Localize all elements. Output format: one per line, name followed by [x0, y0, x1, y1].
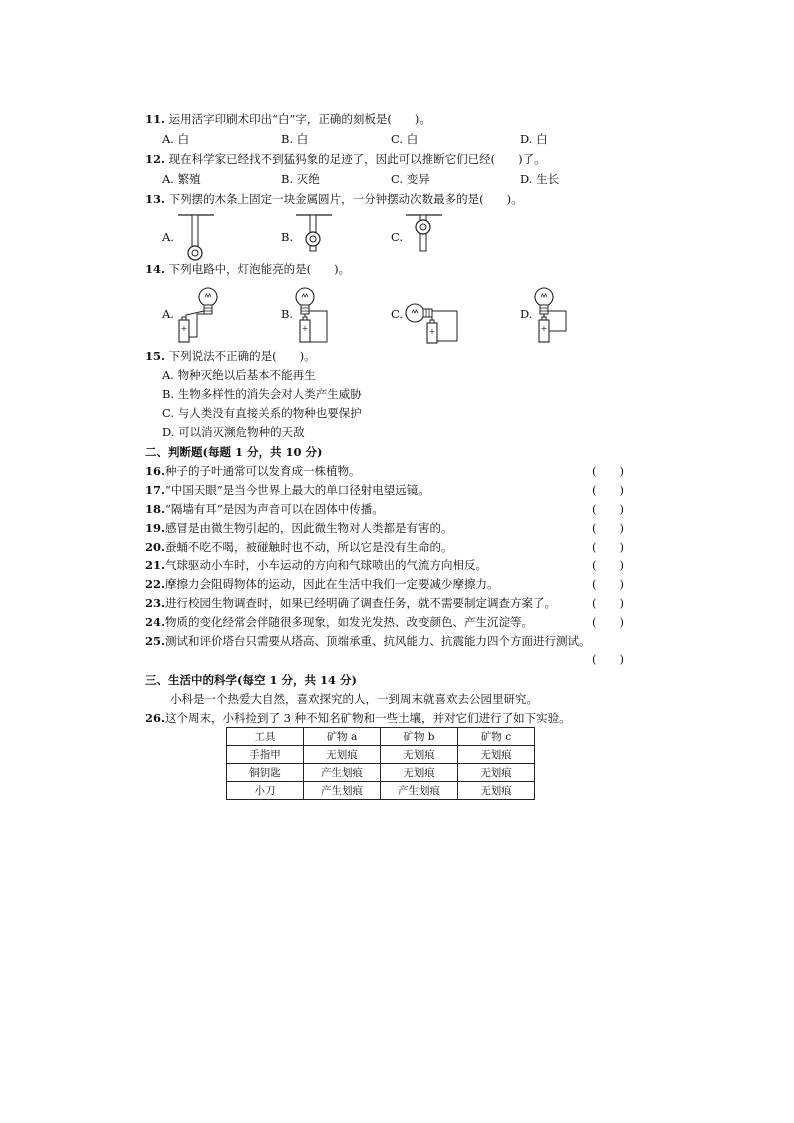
svg-text:+: +	[428, 327, 436, 336]
table-row	[227, 764, 535, 782]
question-text: 现在科学家已经找不到猛犸象的足迹了，因此可以推断它们已经( )了。	[168, 152, 546, 166]
answer-paren[interactable]: ( )	[592, 615, 624, 629]
question-text: 进行校园生物调查时，如果已经明确了调查任务，就不需要制定调查方案了。	[165, 596, 557, 610]
judge-item-21	[145, 557, 487, 573]
question-12	[145, 151, 546, 167]
circuit-c-icon	[403, 285, 463, 347]
answer-paren[interactable]: ( )	[592, 577, 624, 591]
answer-paren[interactable]: ( )	[592, 502, 624, 516]
question-text: 摩擦力会阻碍物体的运动，因此在生活中我们一定要减少摩擦力。	[165, 577, 499, 591]
question-number: 17.	[145, 483, 166, 497]
table-header-cell: 矿物 b	[381, 728, 458, 746]
answer-paren[interactable]: ( )	[592, 596, 624, 610]
circuit-a-icon	[175, 285, 225, 347]
option-c: C.	[391, 307, 404, 321]
question-number: 14.	[145, 262, 166, 276]
question-number: 15.	[145, 349, 166, 363]
section-3-intro: 小科是一个热爱大自然，喜欢探究的人，一到周末就喜欢去公园里研究。	[170, 692, 538, 706]
question-text: “隔墙有耳”是因为声音可以在固体中传播。	[165, 502, 384, 516]
table-cell: 手指甲	[227, 746, 304, 764]
question-text: 这个周末，小科捡到了 3 种不知名矿物和一些土壤，并对它们进行了如下实验。	[165, 711, 571, 725]
table-cell: 产生划痕	[304, 782, 381, 800]
table-cell: 无划痕	[381, 764, 458, 782]
question-number: 24.	[145, 615, 166, 629]
judge-item-23	[145, 595, 556, 611]
mineral-test-table	[226, 727, 535, 800]
question-text: 感冒是由微生物引起的，因此微生物对人类都是有害的。	[165, 521, 453, 535]
question-number: 22.	[145, 577, 166, 591]
option-b: B.	[281, 230, 294, 244]
judge-item-24	[145, 614, 533, 630]
question-number: 12.	[145, 152, 166, 166]
answer-paren[interactable]: ( )	[592, 558, 624, 572]
svg-text:+: +	[180, 324, 188, 333]
pendulum-a-icon	[176, 213, 216, 263]
option-b: B. 生物多样性的消失会对人类产生威胁	[162, 387, 362, 401]
question-number: 23.	[145, 596, 166, 610]
option-b: B.	[281, 307, 294, 321]
answer-paren[interactable]: ( )	[592, 521, 624, 535]
question-number: 18.	[145, 502, 166, 516]
table-cell: 无划痕	[381, 746, 458, 764]
question-11	[145, 111, 431, 127]
table-cell: 无划痕	[304, 746, 381, 764]
table-cell: 铜钥匙	[227, 764, 304, 782]
circuit-b-icon	[293, 285, 343, 347]
option-d: D. 可以消灭濒危物种的天敌	[162, 425, 305, 439]
question-text: 气球驱动小车时，小车运动的方向和气球喷出的气流方向相反。	[165, 558, 488, 572]
pendulum-b-icon	[294, 213, 334, 263]
question-14	[145, 261, 350, 277]
option-d: D.	[520, 307, 533, 321]
question-15	[145, 348, 316, 364]
option-c: C. 白	[391, 132, 419, 146]
table-header-cell: 工具	[227, 728, 304, 746]
table-cell: 无划痕	[458, 764, 535, 782]
option-c: C. 与人类没有直接关系的物种也要保护	[162, 406, 362, 420]
option-a: A.	[162, 230, 174, 244]
table-header-cell: 矿物 a	[304, 728, 381, 746]
question-number: 13.	[145, 192, 166, 206]
answer-paren[interactable]: ( )	[592, 652, 624, 666]
table-row	[227, 746, 535, 764]
option-a: A. 繁殖	[162, 172, 201, 186]
table-header-row	[227, 728, 535, 746]
question-text: 下列说法不正确的是( )。	[168, 349, 316, 363]
judge-item-16	[145, 463, 361, 479]
table-cell: 无划痕	[458, 782, 535, 800]
section-3-title: 三、生活中的科学(每空 1 分，共 14 分)	[145, 673, 357, 687]
question-number: 20.	[145, 540, 166, 554]
svg-text:+: +	[540, 324, 548, 333]
table-cell: 产生划痕	[381, 782, 458, 800]
question-number: 26.	[145, 711, 166, 725]
answer-paren[interactable]: ( )	[592, 483, 624, 497]
option-d: D. 生长	[520, 172, 560, 186]
pendulum-c-icon	[404, 213, 444, 263]
option-d: D. 白	[520, 132, 548, 146]
judge-item-17	[145, 482, 430, 498]
section-2-title: 二、判断题(每题 1 分，共 10 分)	[145, 445, 323, 459]
table-row	[227, 782, 535, 800]
question-text: 测试和评价塔台只需要从塔高、顶端承重、抗风能力、抗震能力四个方面进行测试。	[165, 634, 591, 648]
question-number: 19.	[145, 521, 166, 535]
question-13	[145, 191, 523, 207]
option-b: B. 灭绝	[281, 172, 320, 186]
question-text: 下列摆的木条上固定一块金属圆片，一分钟摆动次数最多的是( )。	[168, 192, 523, 206]
question-number: 21.	[145, 558, 166, 572]
question-text: 种子的子叶通常可以发育成一株植物。	[165, 464, 361, 478]
question-26	[145, 710, 571, 726]
question-text: 物质的变化经常会伴随很多现象，如发光发热、改变颜色、产生沉淀等。	[165, 615, 534, 629]
option-a: A. 物种灭绝以后基本不能再生	[162, 368, 316, 382]
answer-paren[interactable]: ( )	[592, 540, 624, 554]
table-cell: 产生划痕	[304, 764, 381, 782]
svg-text:+: +	[301, 324, 309, 333]
judge-item-18	[145, 501, 384, 517]
table-cell: 无划痕	[458, 746, 535, 764]
question-text: 下列电路中，灯泡能亮的是( )。	[168, 262, 351, 276]
question-number: 11.	[145, 112, 166, 126]
judge-item-20	[145, 539, 453, 555]
option-a: A.	[162, 307, 174, 321]
question-text: 蚕蛹不吃不喝，被碰触时也不动，所以它是没有生命的。	[165, 540, 453, 554]
question-text: 运用活字印刷术印出“白”字，正确的刻板是( )。	[168, 112, 431, 126]
judge-item-25	[145, 633, 591, 649]
answer-paren[interactable]: ( )	[592, 464, 624, 478]
option-a: A. 白	[162, 132, 190, 146]
option-c: C.	[391, 230, 404, 244]
option-c: C. 变异	[391, 172, 430, 186]
option-b: B. 白	[281, 132, 309, 146]
question-number: 25.	[145, 634, 166, 648]
circuit-d-icon	[532, 285, 582, 347]
judge-item-19	[145, 520, 453, 536]
question-number: 16.	[145, 464, 166, 478]
table-header-cell: 矿物 c	[458, 728, 535, 746]
table-cell: 小刀	[227, 782, 304, 800]
judge-item-22	[145, 576, 499, 592]
question-text: “中国天眼”是当今世界上最大的单口径射电望远镜。	[165, 483, 430, 497]
